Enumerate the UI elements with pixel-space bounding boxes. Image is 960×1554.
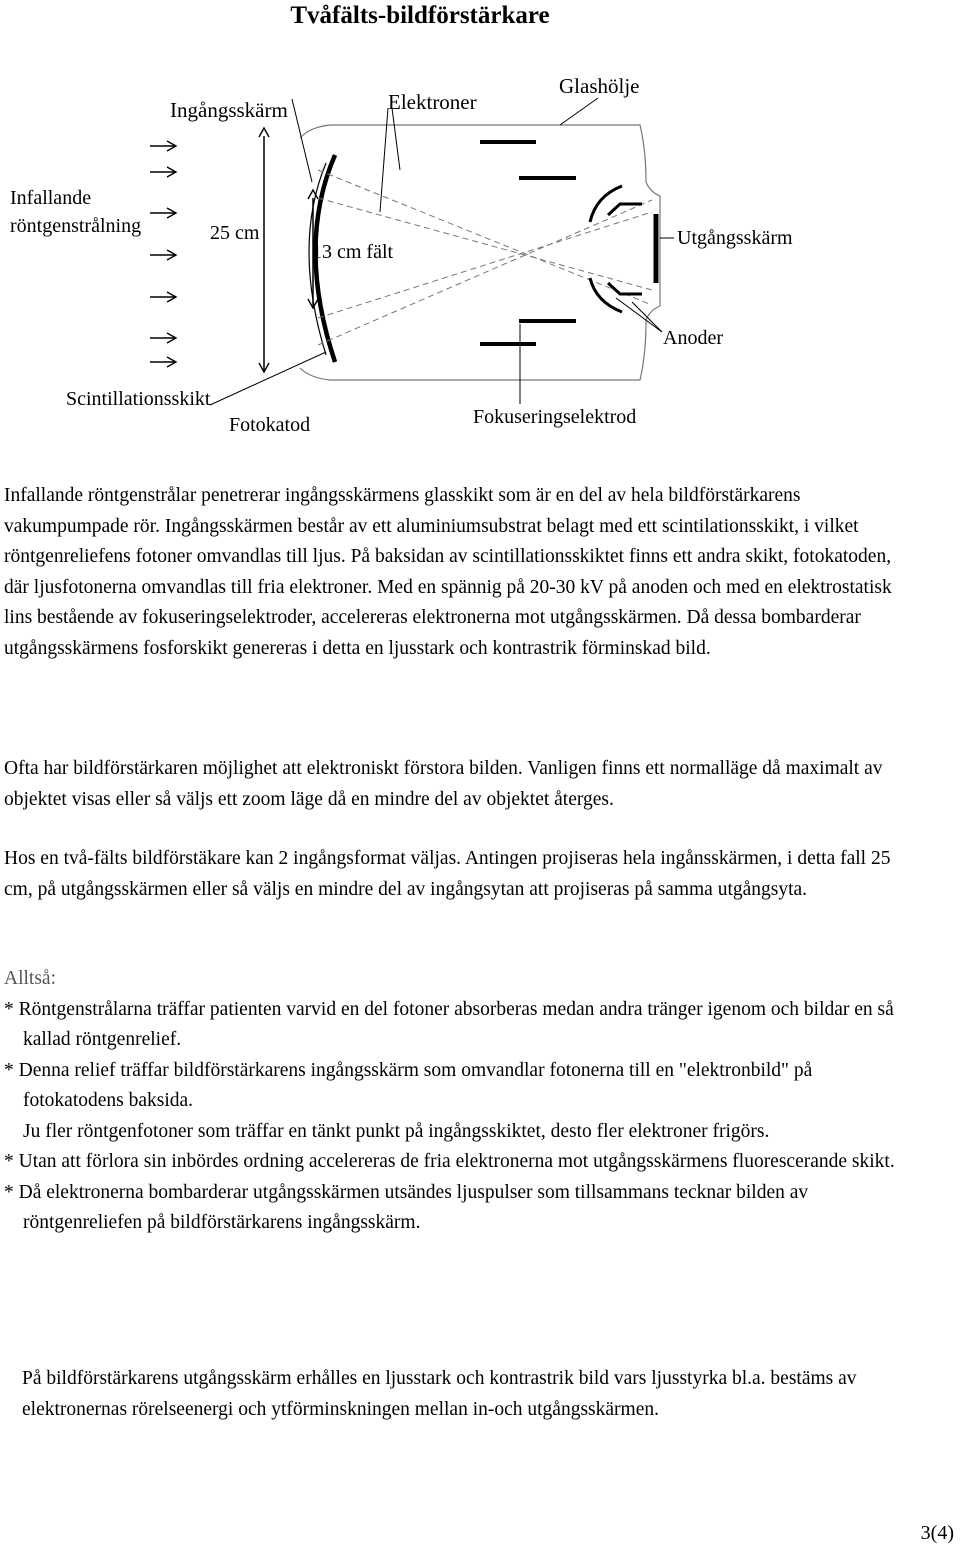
label-ingangsskarm: Ingångsskärm (170, 98, 288, 122)
label-fotokatod: Fotokatod (229, 414, 311, 436)
focusing-electrodes-top (480, 142, 576, 178)
anode-shapes (590, 186, 642, 312)
summary-item: * Röntgenstrålarna träffar patienten varvid en del fotoner absorberas medan andra tränger igenom och bildar en så kallad röntgenrelief. (4, 998, 894, 1050)
paragraph-zoom (4, 754, 904, 815)
page-number: 3(4) (920, 1522, 954, 1544)
label-25cm: 25 cm (210, 222, 260, 244)
summary-item-continuation: Ju fler röntgenfotoner som träffar en tänkt punkt på ingångsskiktet, desto fler elektroner frigörs. (23, 1120, 770, 1142)
paragraph-text: Infallande röntgenstrålar penetrerar ingångsskärmens glasskikt som är en del av hela bildförstärkarens vakumpumpade rör. Ingångsskärmen består av ett aluminiumsubstrat belagt med ett scintilationsskikt, i vilket röntgenreliefens fotoner omvandlas till ljus. På baksidan av scintillationsskiktet finns ett andra skikt, fotokatoden, där ljusfotonerna omvandlas till fria elektroner. Med en spännig på 20-30 kV på anoden och med en elektrostatisk lins bestående av fokuseringselektroder, accelereras elektronerna mot utgångsskärmen. Då dessa bombarderar utgångsskärmens fosforskikt genereras i detta en ljusstark och kontrastrik förminskad bild. (4, 485, 892, 659)
paragraph-two-field (4, 844, 904, 905)
summary-item: * Denna relief träffar bildförstärkarens ingångsskärm som omvandlar fotonerna till en "elektronbild" på fotokatodens baksida. (4, 1059, 813, 1111)
page-title: Tvåfälts-bildförstärkare (290, 2, 550, 29)
label-rontgenstralning: röntgenstrålning (10, 215, 142, 237)
label-fokuseringselektrod: Fokuseringselektrod (473, 406, 637, 428)
label-elektroner: Elektroner (388, 90, 477, 114)
label-infallande: Infallande (10, 187, 92, 209)
paragraph-text: På bildförstärkarens utgångsskärm erhålles en ljusstark och kontrastrik bild vars ljusstyrka bl.a. bestäms av elektronernas rörelseenergi och ytförminskningen mellan in-och utgångsskärmen. (22, 1368, 857, 1420)
paragraph-text: Ofta har bildförstärkaren möjlighet att elektroniskt förstora bilden. Vanligen finns ett normalläge då maximalt av objektet visas eller så väljs ett zoom läge då en mindre del av objektet återges. (4, 758, 883, 810)
summary-heading: Alltså: (4, 968, 56, 989)
summary-item: * Då elektronerna bombarderar utgångsskärmen utsändes ljuspulser som tillsammans tecknar bilden av röntgenreliefen på bildförstärkarens ingångsskärm. (4, 1181, 809, 1233)
focusing-electrodes-bottom (480, 321, 576, 344)
paragraph-intro (4, 481, 904, 664)
incident-ray-arrows (150, 146, 176, 362)
label-utgangsskarm: Utgångsskärm (677, 227, 793, 249)
label-glasholje: Glashölje (559, 74, 640, 98)
label-13cm-falt: 13 cm fält (312, 241, 394, 263)
label-scintillationsskikt: Scintillationsskikt (66, 388, 211, 410)
summary-item: * Utan att förlora sin inbördes ordning accelereras de fria elektronerna mot utgångsskärmens fluorescerande skikt. (4, 1151, 895, 1172)
paragraph-conclusion (22, 1364, 882, 1425)
summary-section (4, 964, 904, 1239)
leader-lines (210, 98, 674, 405)
paragraph-text: Hos en två-fälts bildförstäkare kan 2 ingångsformat väljas. Antingen projiseras hela ingånsskärmen, i detta fall 25 cm, på utgångsskärmen eller så väljs en mindre del av ingångsytan att projiseras på samma utgångsyta. (4, 848, 891, 900)
label-anoder: Anoder (663, 327, 723, 349)
